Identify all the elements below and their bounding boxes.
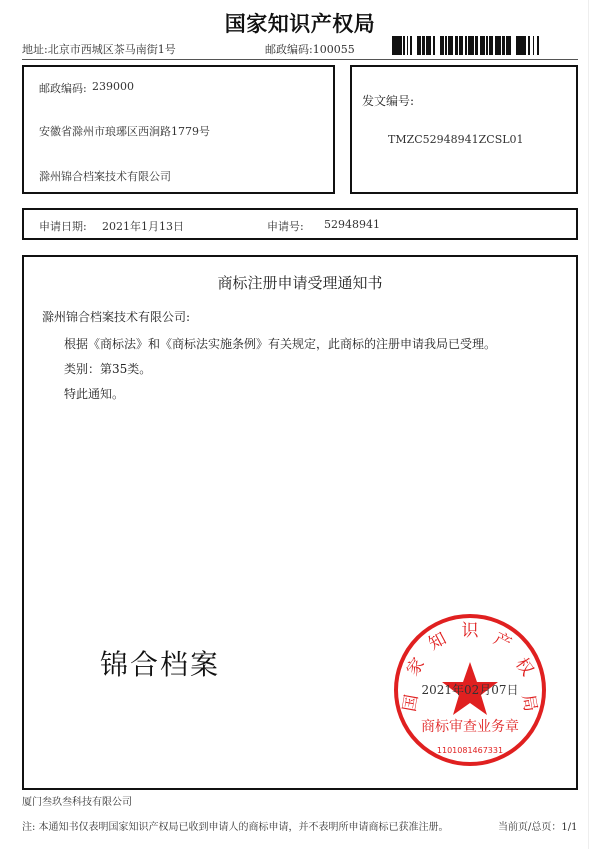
svg-text:知: 知 bbox=[425, 628, 450, 655]
agent-company: 厦门叁玖叁科技有限公司 bbox=[22, 797, 132, 808]
official-seal bbox=[390, 610, 550, 770]
page-indicator: 当前页/总页：1/1 bbox=[498, 822, 578, 833]
notice-title: 商标注册申请受理通知书 bbox=[217, 274, 383, 292]
svg-text:家: 家 bbox=[402, 654, 429, 680]
svg-text:国: 国 bbox=[399, 693, 423, 714]
application-date-value: 2021年1月13日 bbox=[102, 220, 184, 233]
recipient-company: 滁州锦合档案技术有限公司 bbox=[39, 170, 171, 183]
seal-stamp-icon bbox=[390, 610, 550, 770]
notice-category: 类别：第35类。 bbox=[64, 362, 152, 376]
svg-text:权: 权 bbox=[511, 654, 538, 680]
notice-addressee: 滁州锦合档案技术有限公司: bbox=[42, 310, 191, 324]
svg-text:局: 局 bbox=[517, 693, 541, 714]
svg-text:1101081467331: 1101081467331 bbox=[436, 746, 504, 755]
svg-text:识: 识 bbox=[461, 621, 479, 641]
document-number-label: 发文编号: bbox=[362, 94, 415, 108]
recipient-postal-value: 239000 bbox=[92, 80, 134, 93]
recipient-address: 安徽省滁州市琅琊区西涧路1779号 bbox=[39, 125, 210, 138]
document-number-value: TMZC52948941ZCSL01 bbox=[388, 133, 524, 146]
notice-closing: 特此通知。 bbox=[64, 387, 125, 401]
issuer-address: 地址:北京市西城区茶马南街1号 bbox=[22, 43, 176, 56]
notice-body: 根据《商标法》和《商标法实施条例》有关规定，此商标的注册申请我局已受理。 bbox=[64, 337, 497, 351]
application-number-label: 申请号: bbox=[267, 220, 304, 233]
svg-text:商标审查业务章: 商标审查业务章 bbox=[421, 719, 519, 735]
page-edge bbox=[588, 0, 589, 849]
document-number-box bbox=[350, 65, 578, 194]
application-date-label: 申请日期: bbox=[39, 220, 87, 233]
application-info-box bbox=[22, 208, 578, 240]
application-number-value: 52948941 bbox=[324, 218, 380, 231]
footer-note: 注: 本通知书仅表明国家知识产权局已收到申请人的商标申请，并不表明所申请商标已获准注册。 bbox=[22, 822, 449, 833]
issuer-title: 国家知识产权局 bbox=[224, 12, 376, 36]
trademark-text: 锦合档案 bbox=[100, 648, 221, 681]
header-divider bbox=[22, 59, 578, 60]
barcode-icon bbox=[392, 36, 582, 55]
recipient-postal-label: 邮政编码: bbox=[39, 82, 87, 95]
svg-text:产: 产 bbox=[490, 628, 515, 655]
svg-text:2021年02月07日: 2021年02月07日 bbox=[421, 683, 519, 697]
issuer-postal-code: 邮政编码:100055 bbox=[265, 43, 355, 56]
recipient-box bbox=[22, 65, 335, 194]
